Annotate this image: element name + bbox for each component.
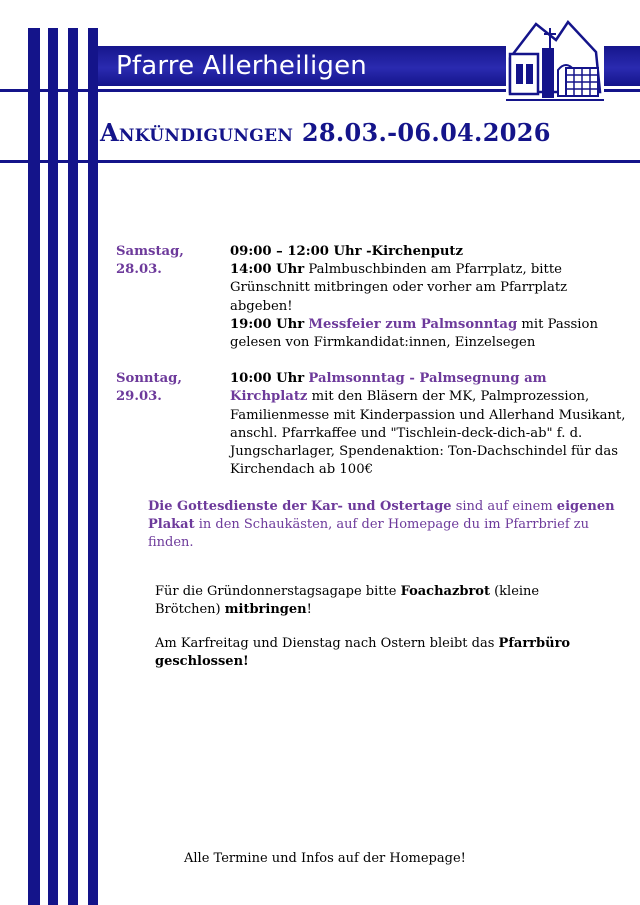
entry-highlight: Messfeier zum Palmsonntag	[308, 316, 518, 332]
announcement-headline: Ankündigungen 28.03.-06.04.2026	[100, 118, 551, 147]
entry-text: mit den Bläsern der MK, Palmprozession, Familienmesse mit Kinderpassion und Allerhand Musikant, anschl. Pfarrkaffee und "Tischlein-deck-dich-ab" f. d. Jungscharlager, Spendenaktion: Ton-Dachschindel für das Kirchendach ab 100€	[230, 389, 626, 478]
note-text: !	[306, 602, 312, 617]
notice-bold: eigenen Plakat	[148, 499, 615, 532]
schedule	[116, 243, 626, 497]
note-bold: mitbringen	[224, 602, 307, 617]
entry-text: Palmbuschbinden am Pfarrplatz, bitte Grünschnitt mitbringen oder vorher am Pfarrplatz abgeben!	[230, 262, 568, 314]
church-logo-icon	[506, 18, 604, 106]
note-bold: Pfarrbüro geschlossen!	[155, 636, 571, 669]
notice-text: sind auf einem	[451, 499, 557, 514]
note-text: Am Karfreitag und Dienstag nach Ostern bleibt das	[155, 636, 499, 651]
notice-bold: Die Gottesdienste der Kar- und Ostertage	[148, 499, 452, 514]
notice-text: in den Schaukästen, auf der Homepage du im Pfarrbrief zu finden.	[148, 517, 589, 550]
note-text: Für die Gründonnerstagsagape bitte	[155, 584, 401, 599]
entry-time: 14:00 Uhr	[230, 262, 305, 278]
footer-text: Alle Termine und Infos auf der Homepage!	[184, 851, 466, 866]
schedule-day	[116, 243, 626, 352]
day-label: Sonntag, 29.03.	[116, 371, 182, 405]
schedule-entry	[230, 370, 626, 479]
entry-highlight: Palmsonntag - Palmsegnung am Kirchplatz	[230, 371, 547, 405]
schedule-day	[116, 370, 626, 479]
day-entries	[230, 243, 626, 352]
entry-time: 09:00 – 12:00 Uhr -Kirchenputz	[230, 244, 464, 259]
easter-services-notice	[148, 498, 618, 552]
parish-name: Pfarre Allerheiligen	[116, 51, 367, 81]
entry-text: mit Passion gelesen von Firmkandidat:innen, Einzelsegen	[230, 316, 598, 351]
day-label: Samstag, 28.03.	[116, 244, 184, 278]
agape-note	[155, 583, 605, 619]
day-entries	[230, 370, 626, 479]
entry-time: 19:00 Uhr	[230, 316, 305, 332]
schedule-entry	[230, 261, 626, 316]
divider-line	[0, 160, 640, 163]
schedule-entry	[230, 316, 626, 352]
schedule-entry	[230, 243, 626, 261]
entry-time: 10:00 Uhr	[230, 371, 305, 387]
note-text: (kleine Brötchen)	[155, 584, 540, 617]
note-bold: Foachazbrot	[400, 584, 490, 599]
office-closed-note	[155, 635, 605, 671]
